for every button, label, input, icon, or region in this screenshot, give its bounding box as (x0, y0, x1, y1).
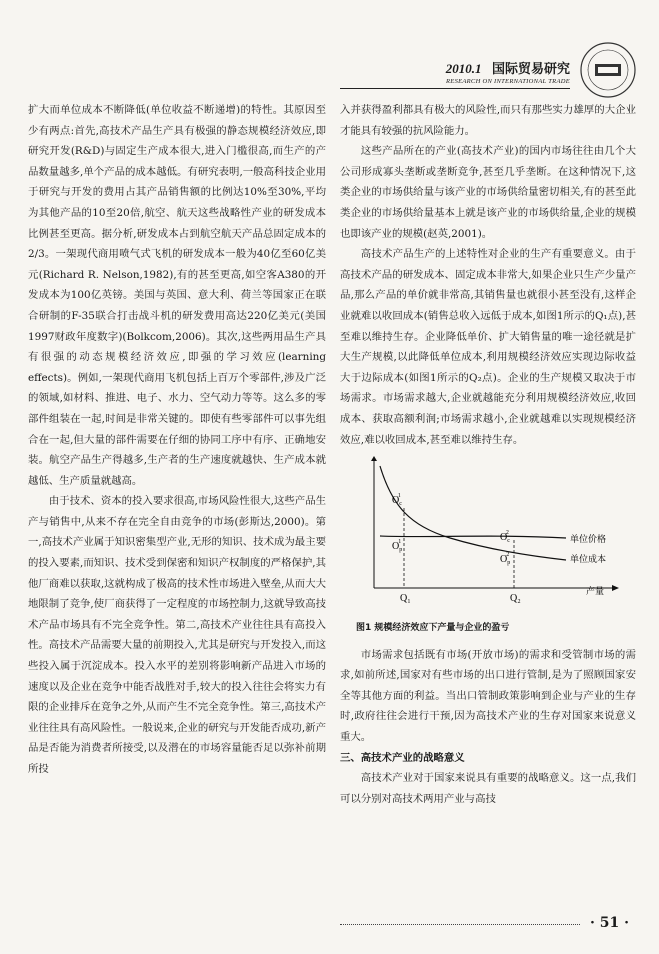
paragraph: 这些产品所在的产业(高技术产业)的国内市场往往由几个大公司形成寡头垄断或垄断竞争,甚至几乎垄断。在这种情况下,这类企业的市场供给量与该产业的市场供给量密切相关,有的甚至此类企业的市场供给量基本上就是该产业的市场供给量,企业的规模也即该产业的规模(赵英,2001)。 (340, 145, 636, 240)
header-rule (340, 88, 570, 89)
q1-label: Q₁ (400, 593, 411, 605)
journal-seal-logo (578, 40, 638, 100)
journal-subtitle: RESEARCH ON INTERNATIONAL TRADE (446, 78, 570, 85)
unit-cost-curve (380, 466, 566, 560)
paragraph: 扩大而单位成本不断降低(单位收益不断递增)的特性。其原因至少有两点:首先,高技术产品生产具有极强的静态规模经济效应,即研究开发(R&D)与固定生产成本很大,进入门槛很高,而生产的产品数量越多,单个产品的成本越低。有研究表明,一般高科技企业用于研究与开发的费用占其产品销售额的比例达10%至30%,平均为其他产品的10至20倍,航空、航天这些战略性产业的研发成本比例甚至更高。据分析,研发成本占到航空航天产品总固定成本的2/3。一架现代商用喷气式飞机的研发成本一般为40亿至60亿美元(Richard R. Nelson,1982),有的甚至更高,如空客A380的开发成本为100亿英镑。美国与英国、意大利、荷兰等国家正在联合研制的F-35联合打击战斗机的研发费用高达220亿美元(美国1997财政年度数字)(Bolkcom,2006)。其次,这些两用品生产具有很强的动态规模经济效应,即强的学习效应(learning effects)。例如,一架现代商用飞机包括上百万个零部件,涉及广泛的领域,如材料、推进、电子、水力、空气动力等等。这么多的零部件组装在一起,时间是非常关键的。即使有些零部件可以事先组合在一起,但大量的部件需要在仔细的协同工序中有序、正确地安装。航空产品生产得越多,生产者的生产速度就越快、生产成本就越低、生产质量就越高。 (28, 104, 326, 487)
paragraph: 高技术产品生产的上述特性对企业的生产有重要意义。由于高技术产品的研发成本、固定成本非常大,如果企业只生产少量产品,那么产品的单价就非常高,其销售量也就很小甚至没有,这样企业就难以收回成本(销售总收入远低于成本,如图1所示的Q₁点),甚至难以维持生存。企业降低单价、扩大销售量的唯一途径就是扩大生产规模,以此降低单位成本,利用规模经济效应实现边际收益大于边际成本(如图1所示的Q₂点)。企业的生产规模又取决于市场需求。市场需求越大,企业就越能充分利用规模经济效应,收回成本、获取高额利润;市场需求越小,企业就越难以实现规模经济效应,难以收回成本,甚至难以维持生存。 (340, 248, 636, 446)
issue-number: 2010.1 (445, 61, 482, 76)
journal-title: 国际贸易研究 (491, 62, 570, 77)
right-column (340, 100, 636, 809)
unit-price-curve (380, 536, 566, 538)
economies-of-scale-diagram (340, 456, 636, 616)
journal-header (300, 58, 570, 85)
figure-caption: 图1 规模经济效应下产量与企业的盈亏 (356, 623, 510, 634)
page-number: · 51 · (590, 915, 629, 931)
figure-1 (340, 456, 636, 616)
paragraph: 高技术产业对于国家来说具有重要的战略意义。这一点,我们可以分别对高技术两用产业与高技 (340, 772, 636, 805)
y-axis-arrow (371, 456, 377, 461)
unit-price-label: 单位价格 (570, 535, 607, 546)
q2-label: Q₂ (510, 593, 521, 605)
point-op2-label: $O_p2$ (500, 552, 511, 567)
x-axis-label: 产量 (586, 587, 605, 598)
point-op1-label: $O_p1$ (392, 539, 403, 554)
x-axis-arrow (612, 585, 619, 591)
point-oc1-label: $O_c1$ (392, 493, 402, 508)
paragraph: 由于技术、资本的投入要求很高,市场风险性很大,这些产品生产与销售中,从来不存在完全自由竞争的市场(彭斯达,2000)。第一,高技术产业属于知识密集型产业,无形的知识、技术成为最主要的投入要素,而知识、技术受到保密和知识产权制度的严格保护,其他厂商难以获取,这就构成了极高的技术性市场进入壁垒,从而大大地限制了竞争,使厂商获得了一定程度的市场控制力,这就导致高技术产品市场具有不完全竞争性。第二,高技术产业往往具有高投入性。高技术产品需要大量的前期投入,尤其是研究与开发投入,而这些投入属于沉淀成本。投入水平的差别将影响新产品进入市场的速度以及企业在竞争中能否战胜对手,较大的投入往往会将实力有限的企业排斥在竞争之外,从而产生不完全竞争性。第三,高技术产业往往具有高风险性。一般说来,企业的研究与开发能否成功,新产品是否能为消费者所接受,以及潜在的市场容量能否足以弥补前期所投 (28, 495, 326, 775)
point-oc2-label: $O_c2$ (500, 530, 510, 545)
footer-rule (340, 924, 580, 925)
section-heading: 三、高技术产业的战略意义 (340, 751, 465, 764)
paragraph: 入并获得盈利都具有极大的风险性,而只有那些实力雄厚的大企业才能具有较强的抗风险能力。 (340, 104, 636, 137)
unit-cost-label: 单位成本 (570, 555, 607, 566)
left-column (28, 100, 326, 780)
paragraph: 市场需求包括既有市场(开放市场)的需求和受管制市场的需求,如前所述,国家对有些市场的出口进行管制,是为了照顾国家安全等其他方面的利益。当出口管制政策影响到企业与产业的生存时,政府往往会进行干预,因为高技术产业的生存对国家来说意义重大。 (340, 648, 636, 744)
journal-title-line (300, 58, 570, 77)
